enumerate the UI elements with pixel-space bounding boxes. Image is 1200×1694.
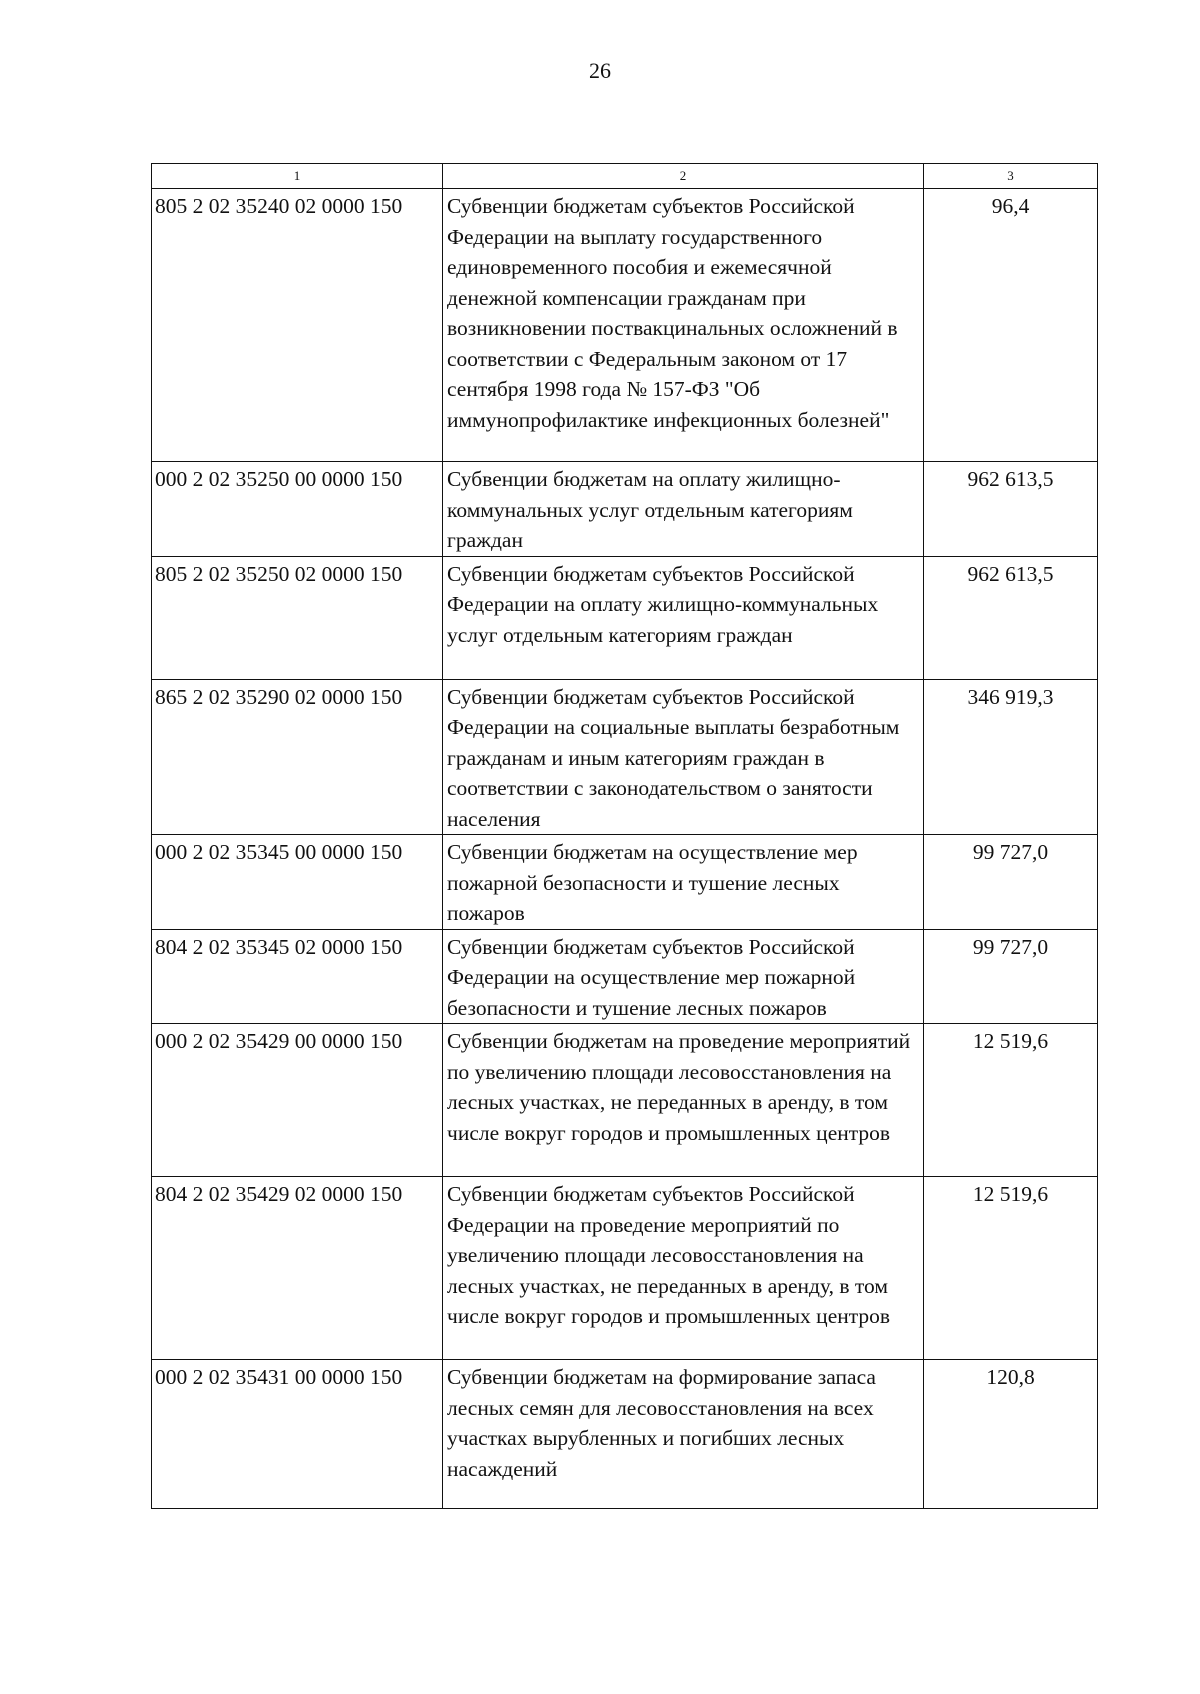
table-body [152,189,1098,1509]
table-row [152,189,1098,462]
budget-code: 000 2 02 35429 00 0000 150 [152,1024,443,1177]
amount: 120,8 [924,1360,1098,1509]
budget-code: 000 2 02 35250 00 0000 150 [152,462,443,557]
amount: 962 613,5 [924,556,1098,679]
table-row [152,679,1098,835]
revenue-description: Субвенции бюджетам субъектов Российской Федерации на социальные выплаты безработным гражданам и иным категориям граждан в соответствии с законодательством о занятости населения [443,679,924,835]
revenue-description: Субвенции бюджетам на оплату жилищно-коммунальных услуг отдельным категориям граждан [443,462,924,557]
budget-code: 000 2 02 35431 00 0000 150 [152,1360,443,1509]
amount: 962 613,5 [924,462,1098,557]
budget-code: 804 2 02 35345 02 0000 150 [152,929,443,1024]
revenue-description: Субвенции бюджетам на осуществление мер пожарной безопасности и тушение лесных пожаров [443,835,924,930]
revenue-description: Субвенции бюджетам субъектов Российской Федерации на осуществление мер пожарной безопасности и тушение лесных пожаров [443,929,924,1024]
table-row [152,462,1098,557]
column-header-2: 2 [443,164,924,189]
header-row [152,164,1098,189]
amount: 99 727,0 [924,929,1098,1024]
page-number: 26 [589,58,611,83]
amount: 12 519,6 [924,1177,1098,1360]
revenue-description: Субвенции бюджетам на проведение мероприятий по увеличению площади лесовосстановления на лесных участках, не переданных в аренду, в том числе вокруг городов и промышленных центров [443,1024,924,1177]
table-row [152,929,1098,1024]
table-row [152,835,1098,930]
budget-code: 804 2 02 35429 02 0000 150 [152,1177,443,1360]
column-header-1: 1 [152,164,443,189]
revenue-description: Субвенции бюджетам субъектов Российской Федерации на оплату жилищно-коммунальных услуг отдельным категориям граждан [443,556,924,679]
revenue-description: Субвенции бюджетам субъектов Российской Федерации на выплату государственного единовременного пособия и ежемесячной денежной компенсации гражданам при возникновении поствакцинальных осложнений в соответствии с Федеральным законом от 17 сентября 1998 года № 157-ФЗ "Об иммунопрофилактике инфекционных болезней" [443,189,924,462]
amount: 99 727,0 [924,835,1098,930]
budget-code: 805 2 02 35240 02 0000 150 [152,189,443,462]
column-header-3: 3 [924,164,1098,189]
budget-code: 805 2 02 35250 02 0000 150 [152,556,443,679]
revenue-description: Субвенции бюджетам субъектов Российской Федерации на проведение мероприятий по увеличению площади лесовосстановления на лесных участках, не переданных в аренду, в том числе вокруг городов и промышленных центров [443,1177,924,1360]
budget-code: 865 2 02 35290 02 0000 150 [152,679,443,835]
amount: 346 919,3 [924,679,1098,835]
table-row [152,1024,1098,1177]
table-header [152,164,1098,189]
budget-table [151,163,1098,1509]
amount: 12 519,6 [924,1024,1098,1177]
amount: 96,4 [924,189,1098,462]
budget-code: 000 2 02 35345 00 0000 150 [152,835,443,930]
revenue-description: Субвенции бюджетам на формирование запаса лесных семян для лесовосстановления на всех участках вырубленных и погибших лесных насаждений [443,1360,924,1509]
table-row [152,1360,1098,1509]
table-row [152,1177,1098,1360]
table-row [152,556,1098,679]
